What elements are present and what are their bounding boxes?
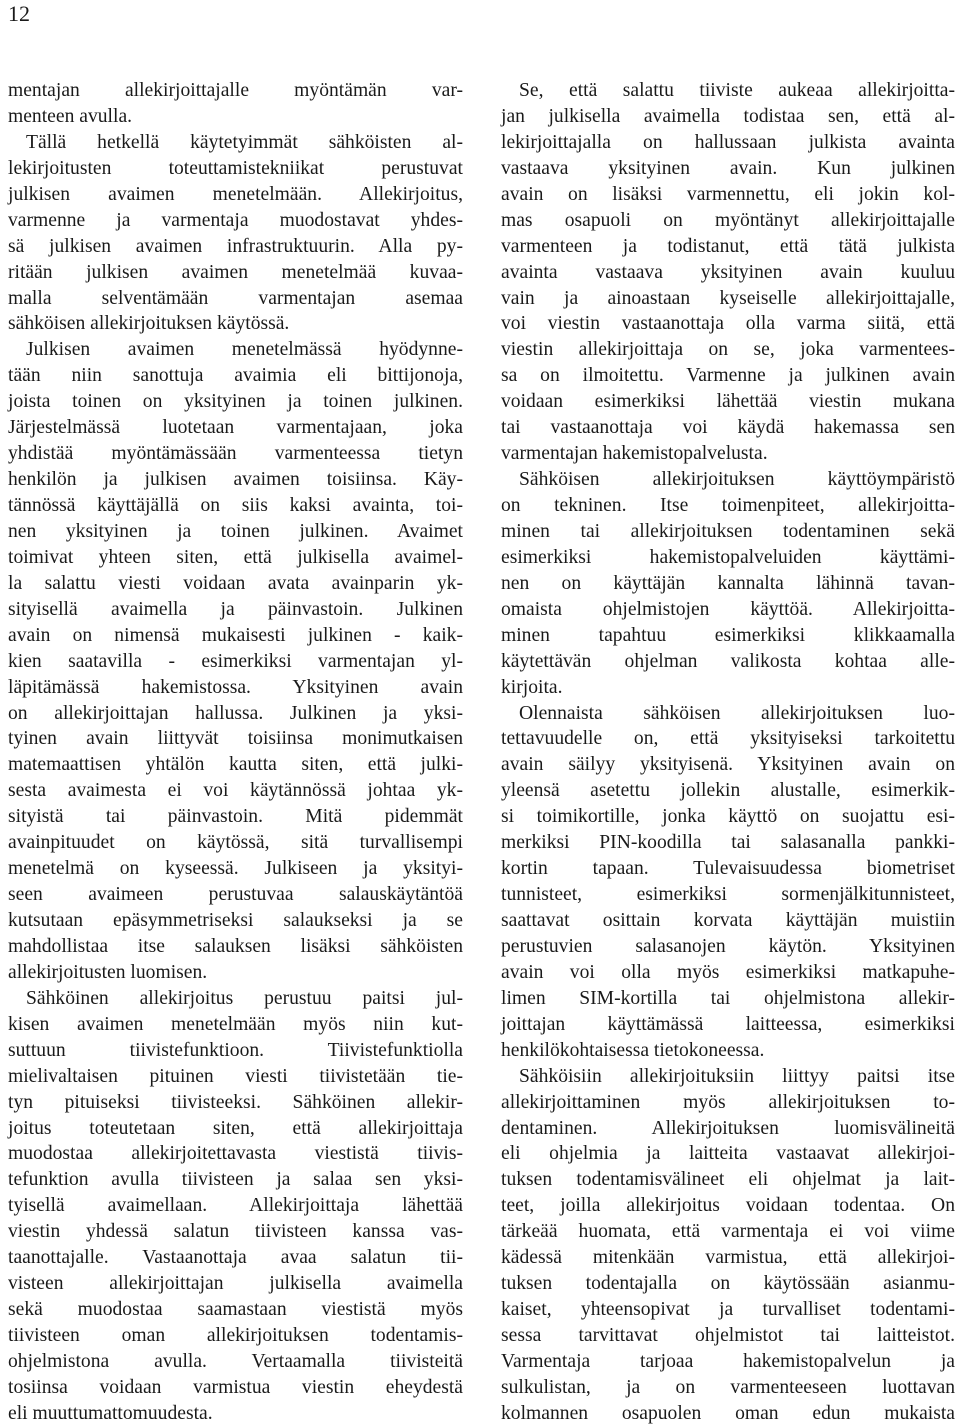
text-line: allekirjoittaminen myös allekirjoituksen to- <box>501 1091 955 1113</box>
text-line: tiivisteen oman allekirjoituksen todentamis- <box>8 1325 463 1346</box>
text-line: sessa tarvittavat ohjelmistot tai laitteistot. <box>501 1325 955 1346</box>
text-line: dentaminen. Allekirjoituksen luomisvälineitä <box>501 1117 955 1139</box>
text-line: lekirjoitusten toteuttamistekniikat perustuvat <box>8 157 463 179</box>
text-line: joitus toteutetaan siten, että allekirjoittaja <box>8 1117 463 1139</box>
text-line: Varmentaja tarjoaa hakemistopalvelun ja <box>501 1350 955 1372</box>
text-line: läpitämässä hakemistossa. Yksityinen avain <box>8 676 463 698</box>
text-line: viestin yhdessä salatun tiivisteen kanssa vas- <box>8 1221 463 1243</box>
text-line: kien saatavilla - esimerkiksi varmentajan yl- <box>8 650 463 672</box>
text-line: tyinen avain liittyvät toisiinsa monimutkaisen <box>8 728 463 750</box>
text-line: mentajan allekirjoittajalle myöntämän var- <box>8 80 463 101</box>
text-line: eli muuttumattomuudesta. <box>8 1402 213 1424</box>
text-line: vain ja ainoastaan kyseiselle allekirjoittajalle, <box>501 287 955 309</box>
text-line: eli ohjelmia ja laitteita vastaavat allekirjoi- <box>501 1143 955 1165</box>
text-line: tään niin sanottuja avaimia eli bittijonoja, <box>8 365 463 387</box>
page-number: 12 <box>8 1 30 26</box>
text-line: viestin allekirjoittaja on se, joka varmentees- <box>501 339 955 361</box>
left-text-column <box>8 78 463 1427</box>
text-line: Sähköisen allekirjoituksen käyttöympäristö <box>519 469 955 491</box>
text-line: muodostaa allekirjoitettavasta viestistä tiivis- <box>8 1143 463 1165</box>
text-line: mahdollistaa itse salauksen lisäksi sähköisten <box>8 935 463 957</box>
text-line: merkiksi PIN-koodilla tai salasanalla pankki- <box>501 832 955 854</box>
text-line: kaiset, yhteensopivat ja turvalliset todentami- <box>501 1299 955 1321</box>
text-line: henkilökohtaisessa tietokoneessa. <box>501 1039 765 1061</box>
text-line: sesta avaimesta ei voi käytännössä johtaa yk- <box>8 780 463 802</box>
text-line: tettavuudelle on, että yksityiseksi tarkoitettu <box>501 728 955 750</box>
text-line: tuksen todentajalla on käytössään asianmu- <box>501 1273 955 1295</box>
text-line: kädessä mitenkään varmistua, että allekirjoi- <box>501 1247 955 1269</box>
text-line: minen tapahtuu esimerkiksi klikkaamalla <box>501 624 955 646</box>
text-line: matemaattisen yhtälön kautta siten, että julki- <box>8 754 463 776</box>
text-line: Tällä hetkellä käytetyimmät sähköisten al- <box>26 131 463 153</box>
text-line: sekä muodostaa saamastaan viestistä myös <box>8 1299 463 1321</box>
text-line: kortin tapaan. Tulevaisuudessa biometriset <box>501 858 955 880</box>
text-line: Julkisen avaimen menetelmässä hyödynne- <box>26 339 463 361</box>
text-line: nen yksityinen ja toinen julkinen. Avaimet <box>8 520 463 542</box>
text-line: julkisen avaimen menetelmään. Allekirjoitus, <box>8 183 463 205</box>
text-line: omaista ohjelmistojen käyttöä. Allekirjoitta- <box>501 598 955 620</box>
text-line: joittajan käyttämässä laitteessa, esimerkiksi <box>501 1013 955 1035</box>
text-line: varmenteen ja todistanut, että tätä julkista <box>501 235 955 257</box>
text-line: henkilön ja julkisen avaimen toisiinsa. Käy- <box>8 469 463 491</box>
text-line: sulkulistan, ja on varmenteeseen luottavan <box>501 1376 955 1398</box>
text-line: avain voi olla myös esimerkiksi matkapuhe- <box>501 961 955 983</box>
text-line: sityisellä avaimella ja päinvastoin. Julkinen <box>8 598 463 620</box>
text-line: Sähköinen allekirjoitus perustuu paitsi jul- <box>26 987 463 1009</box>
text-line: voidaan esimerkiksi lähettää viestin mukana <box>501 391 955 413</box>
text-line: la salattu viesti voidaan avata avainparin yk- <box>8 572 463 594</box>
text-line: yleensä asetettu jollekin alustalle, esimerkik- <box>501 780 955 802</box>
text-line: tai vastaanottaja voi käydä hakemassa sen <box>501 417 955 439</box>
text-line: kisen avaimen menetelmään myös niin kut- <box>8 1013 463 1035</box>
text-line: toimivat yhteen siten, että julkisella avaimel- <box>8 546 463 568</box>
text-line: perustuvien salasanojen käytön. Yksityinen <box>501 935 955 957</box>
text-line: kirjoita. <box>501 676 563 698</box>
text-line: allekirjoitusten luomisen. <box>8 961 208 983</box>
text-line: voi viestin vastaanottaja olla varma siitä, että <box>501 313 955 335</box>
text-line: tännössä käyttäjällä on siis kaksi avainta, toi- <box>8 495 463 516</box>
text-line: menetelmä on kyseessä. Julkiseen ja yksityi- <box>8 858 463 880</box>
text-line: vastaava yksityinen avain. Kun julkinen <box>501 157 955 179</box>
text-line: varmentajan hakemistopalvelusta. <box>501 443 768 465</box>
text-line: kolmannen osapuolen oman edun mukaista <box>501 1402 955 1424</box>
text-line: ritään julkisen avaimen menetelmää kuvaa- <box>8 261 463 283</box>
text-line: avain on lisäksi varmennettu, eli jokin kol- <box>501 183 955 205</box>
text-line: tärkeää huomata, että varmentaja ei voi viime <box>501 1221 955 1243</box>
text-line: avain säilyy yksityisenä. Yksityinen avain on <box>501 754 955 776</box>
text-line: saattavat osittain korvata käyttäjän muistiin <box>501 910 955 931</box>
text-line: tuksen todentamisvälineet eli ohjelmat ja lait- <box>501 1169 955 1191</box>
text-line: suttuun tiivistefunktioon. Tiivistefunktiolla <box>8 1039 463 1061</box>
text-line: avainta vastaava yksityinen avain kuuluu <box>501 261 955 283</box>
text-line: si toimikortille, jonka käyttö on suojattu esi- <box>501 806 955 828</box>
text-line: on allekirjoittajan hallussa. Julkinen ja yksi- <box>8 702 463 724</box>
text-line: tyisellä avaimellaan. Allekirjoittaja lähettää <box>8 1195 463 1217</box>
text-line: mas osapuoli on myöntänyt allekirjoittajalle <box>501 209 955 231</box>
text-line: nen on käyttäjän kannalta lähinnä tavan- <box>501 572 955 594</box>
text-line: avain on nimensä mukaisesti julkinen - kaik- <box>8 624 463 646</box>
text-line: seen avaimeen perustuvaa salauskäytäntöä <box>8 884 463 906</box>
text-line: sähköisen allekirjoituksen käytössä. <box>8 313 290 335</box>
right-text-column <box>501 78 956 1427</box>
text-line: on tekninen. Itse toimenpiteet, allekirjoitta- <box>501 495 955 516</box>
text-line: tyn pituiseksi tiivisteeksi. Sähköinen allekir- <box>8 1091 463 1113</box>
text-line: sa on ilmoitettu. Varmenne ja julkinen avain <box>501 365 955 387</box>
text-line: jan julkisella avaimella todistaa sen, että al- <box>501 105 955 127</box>
text-line: kutsutaan epäsymmetriseksi salaukseksi ja se <box>8 910 463 931</box>
text-line: Se, että salattu tiiviste aukeaa allekirjoitta- <box>519 80 955 101</box>
text-line: avainpituudet on käytössä, sitä turvallisempi <box>8 832 463 854</box>
text-line: minen tai allekirjoituksen todentaminen sekä <box>501 520 955 542</box>
text-line: lekirjoittajalla on hallussaan julkista avainta <box>501 131 955 153</box>
text-line: sityistä tai päinvastoin. Mitä pidemmät <box>8 806 463 828</box>
text-line: Järjestelmässä luotetaan varmentajaan, joka <box>8 417 463 439</box>
text-line: limen SIM-kortilla tai ohjelmistona allekir- <box>501 987 955 1009</box>
text-line: tosiinsa voidaan varmistua viestin eheydestä <box>8 1376 463 1398</box>
text-line: tunnisteet, esimerkiksi sormenjälkitunnisteet, <box>501 884 955 906</box>
text-line: taanottajalle. Vastaanottaja avaa salatun tii- <box>8 1247 463 1269</box>
text-line: tefunktion avulla tiivisteen ja salaa sen yksi- <box>8 1169 463 1191</box>
text-line: esimerkiksi hakemistopalveluiden käyttämi- <box>501 546 955 568</box>
text-line: käytettävän ohjelman valikosta kohtaa alle- <box>501 650 955 672</box>
text-line: Sähköisiin allekirjoituksiin liittyy paitsi itse <box>519 1065 955 1087</box>
text-line: menteen avulla. <box>8 105 133 127</box>
text-line: visteen allekirjoittajan julkisella avaimella <box>8 1273 463 1295</box>
text-line: Olennaista sähköisen allekirjoituksen luo- <box>519 702 955 724</box>
text-line: yhdistää myöntämässään varmenteessa tietyn <box>8 443 463 465</box>
text-line: varmenne ja varmentaja muodostavat yhdes- <box>8 209 463 231</box>
text-line: sä julkisen avaimen infrastruktuurin. Alla py- <box>8 235 463 257</box>
text-line: teet, joilla allekirjoitus voidaan todentaa. On <box>501 1195 955 1217</box>
text-line: ohjelmistona avulla. Vertaamalla tiivisteitä <box>8 1350 463 1372</box>
text-line: malla selventämään varmentajan asemaa <box>8 287 463 309</box>
text-line: mielivaltaisen pituinen viesti tiivistetään tie- <box>8 1065 463 1087</box>
text-line: joista toinen on yksityinen ja toinen julkinen. <box>8 391 463 413</box>
